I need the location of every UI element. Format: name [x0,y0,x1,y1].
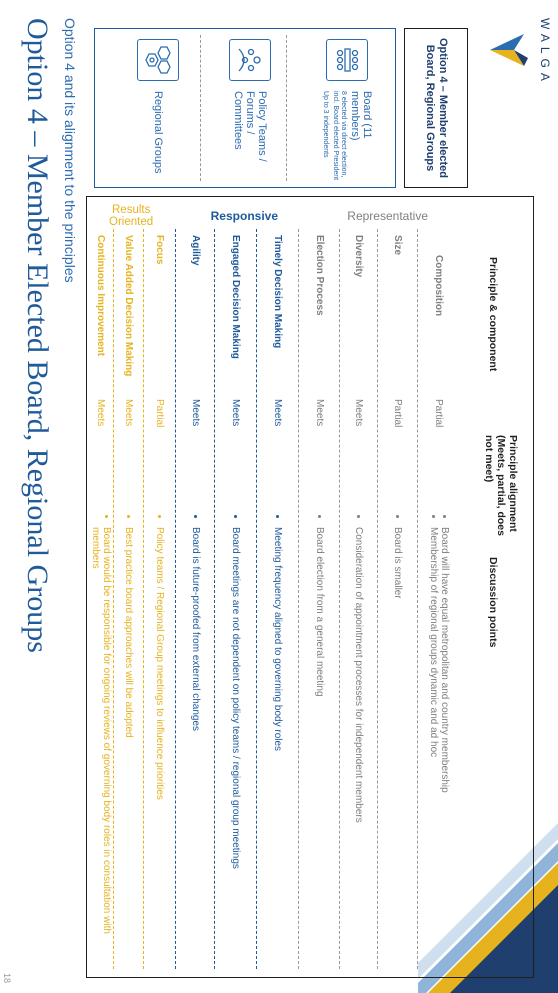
option-summary-panel [88,28,468,188]
page-number: 18 [2,972,12,983]
page-title: Option 4 – Member Elected Board, Regional Groups [21,18,54,653]
structure-item-title: Regional Groups [152,91,164,174]
row-discussion: • Board will have equal metropolitan and country membership • Membership of regional groups dynamic and ad hoc [421,515,457,971]
row-discussion: • Board meetings are not dependent on policy teams / regional group meetings [218,515,254,971]
regional-groups-icon [137,39,179,81]
structure-item-title: Policy Teams / Forums / Committees [232,91,268,162]
row-alignment: Partial [154,399,166,428]
divider [200,35,201,181]
row-component: Continuous Improvement [95,235,107,357]
row-divider [143,229,144,969]
structure-item-title: Board (11 members) [349,91,373,141]
table-row [421,235,457,973]
row-component: Composition [433,255,445,317]
page-subtitle: Option 4 and its alignment to the principles [62,18,78,283]
divider [286,35,287,181]
row-discussion: • Board election from a general meeting [303,515,337,971]
row-discussion: • Best practice board approaches will be adopted [116,515,142,971]
row-component: Election Process [314,235,326,316]
policy-team-icon [229,39,271,81]
row-divider [256,229,257,969]
structure-item-detail: 8 elected via direct election, incl. Board elected President [332,91,347,181]
structure-item-regional-groups [137,29,179,187]
structure-item-board [321,29,373,187]
table-row [218,235,254,973]
row-alignment: Partial [433,399,445,428]
table-row [381,235,415,973]
header-principle: Principle & component [487,257,499,372]
group-label-results-oriented: Results Oriented [108,204,154,228]
board-people-icon [326,39,368,81]
row-alignment: Meets [314,399,326,427]
row-component: Engaged Decision Making [230,235,242,359]
row-alignment: Meets [230,399,242,427]
table-row [180,235,212,973]
row-divider [377,229,378,969]
row-divider [339,229,340,969]
table-row [261,235,295,973]
row-discussion: • Meeting frequency aligned to governing body roles [261,515,295,971]
group-label-responsive: Responsive [210,209,278,223]
walga-logo-icon [474,20,534,80]
row-alignment: Meets [190,399,202,427]
row-alignment: Partial [392,399,404,428]
row-component: Diversity [353,235,365,278]
row-discussion: • Consideration of appointment processes for independent members [343,515,375,971]
row-component: Focus [154,235,166,265]
row-alignment: Meets [95,399,107,427]
row-alignment: Meets [353,399,365,427]
table-row [147,235,173,973]
structure-box [94,28,396,188]
structure-item-policy-teams [229,29,271,187]
row-discussion: • Policy teams / Regional Group meetings to influence priorities [147,515,173,971]
table-row [89,235,113,973]
table-row [303,235,337,973]
row-divider [417,229,418,969]
principles-table [86,196,534,978]
structure-item-detail: Up to 3 independents [322,91,329,158]
row-discussion: • Board is future-proofed from external changes [180,515,212,971]
row-alignment: Meets [272,399,284,427]
header-alignment: Principle alignment (Meets, partial, does not meet) [483,435,519,536]
table-row [116,235,142,973]
row-discussion: • Board would be responsible for ongoing reviews of governing body roles in consultation with members [89,515,113,971]
row-divider [298,229,299,969]
row-alignment: Meets [123,399,135,427]
row-component: Timely Decision Making [272,235,284,349]
row-divider [113,229,114,969]
table-row [343,235,375,973]
walga-logo-text: WALGA [538,18,552,86]
row-divider [175,229,176,969]
row-discussion: • Board is smaller [381,515,415,971]
row-component: Size [392,235,404,256]
option-summary-header: Option 4 – Member elected Board, Regional Groups [404,28,468,188]
row-component: Agility [190,235,202,266]
row-divider [214,229,215,969]
group-label-representative: Representative [347,209,429,223]
header-discussion: Discussion points [487,557,499,648]
row-component: Value Added Decision Making [123,235,135,377]
